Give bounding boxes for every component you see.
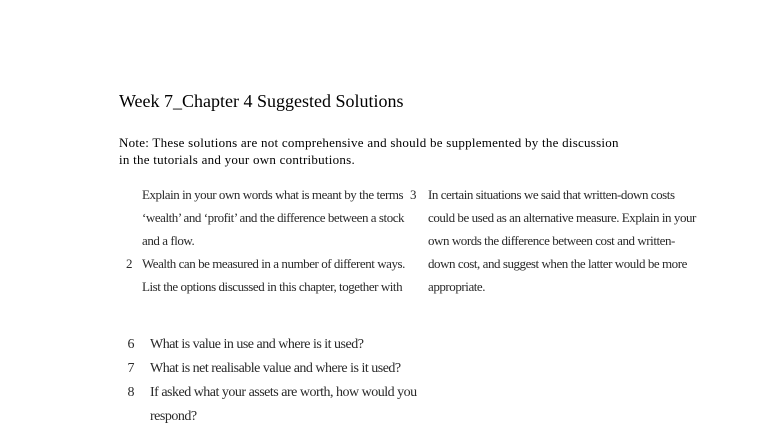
- question-item: [118, 183, 405, 252]
- question-line: Explain in your own words what is meant by the terms: [142, 187, 404, 202]
- question-number: 2: [125, 256, 132, 271]
- question-item: [118, 333, 418, 357]
- question-item: [118, 252, 405, 298]
- scanned-questions-right: [402, 183, 696, 298]
- question-item: [402, 183, 696, 298]
- question-line: respond?: [150, 409, 197, 424]
- note-line: in the tutorials and your own contributions.: [119, 152, 355, 167]
- question-text: [142, 252, 405, 298]
- question-line: List the options discussed in this chapter, together with: [142, 279, 403, 294]
- question-number: 6: [127, 337, 134, 352]
- question-line: What is net realisable value and where is it used?: [150, 361, 401, 376]
- question-line: What is value in use and where is it used?: [150, 337, 364, 352]
- question-line: If asked what your assets are worth, how would you: [150, 385, 417, 400]
- question-number: 3: [409, 187, 416, 202]
- scanned-questions-left: [118, 183, 405, 298]
- question-text: [150, 357, 401, 381]
- question-text: [150, 381, 417, 429]
- question-line: ‘wealth’ and ‘profit’ and the difference between a stock: [142, 210, 405, 225]
- question-number: 8: [127, 385, 134, 400]
- note-line: Note: These solutions are not comprehensive and should be supplemented by the discussion: [119, 135, 619, 150]
- question-text: [150, 333, 363, 357]
- scanned-questions-lower: [118, 333, 418, 429]
- question-line: Wealth can be measured in a number of different ways.: [142, 256, 405, 271]
- note-paragraph: [119, 134, 679, 168]
- question-line: could be used as an alternative measure. Explain in your: [428, 210, 696, 225]
- question-line: appropriate.: [428, 279, 486, 294]
- question-line: own words the difference between cost and written-: [428, 233, 675, 248]
- question-line: down cost, and suggest when the latter would be more: [428, 256, 687, 271]
- question-text: [428, 183, 696, 298]
- question-line: and a flow.: [142, 233, 195, 248]
- question-text: [142, 183, 404, 252]
- document-title: Week 7_Chapter 4 Suggested Solutions: [119, 91, 404, 111]
- question-line: In certain situations we said that written-down costs: [428, 187, 675, 202]
- question-item: [118, 357, 418, 381]
- question-number: 7: [127, 361, 134, 376]
- question-item: [118, 381, 418, 429]
